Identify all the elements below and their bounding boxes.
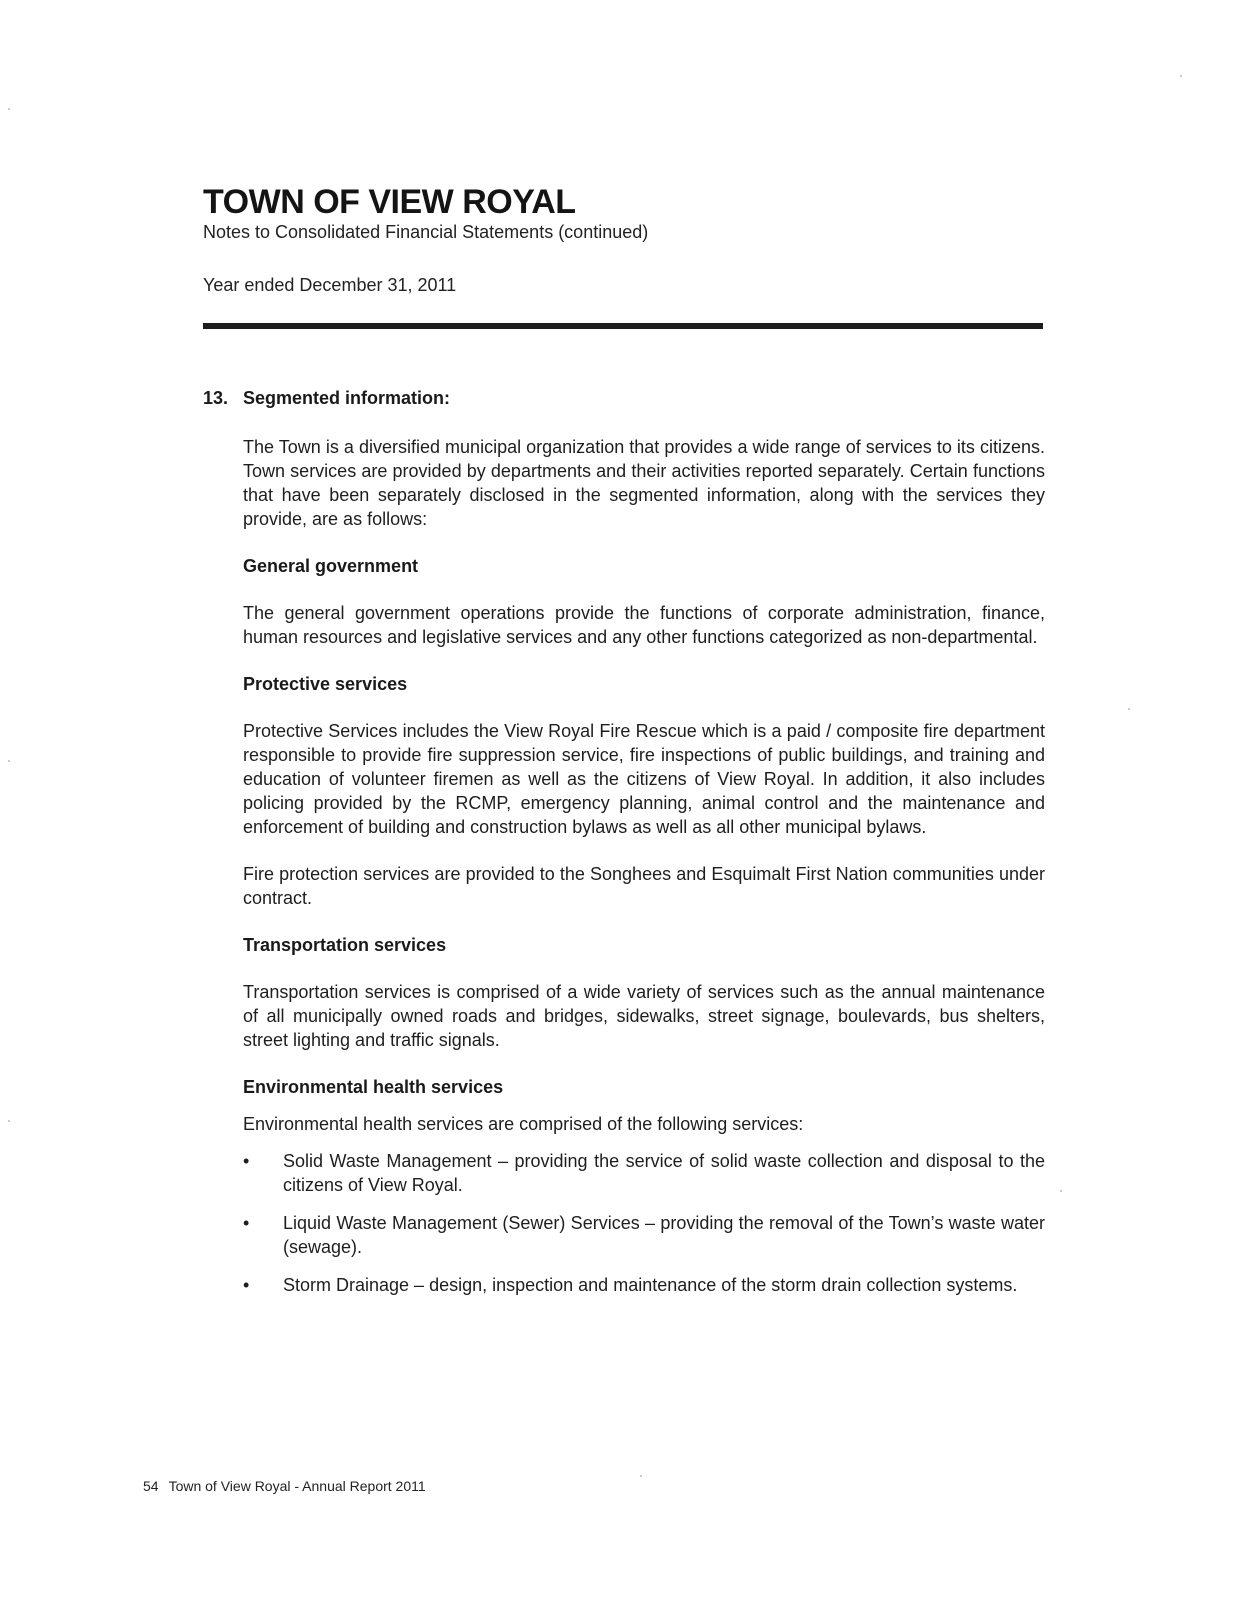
list-item-text: Storm Drainage – design, inspection and maintenance of the storm drain collection systems. bbox=[283, 1275, 1018, 1295]
header-divider bbox=[203, 323, 1043, 329]
protective-services-heading: Protective services bbox=[243, 674, 408, 694]
transportation-services-heading: Transportation services bbox=[243, 935, 447, 955]
fiscal-period: Year ended December 31, 2011 bbox=[203, 275, 457, 295]
section-heading bbox=[203, 388, 450, 409]
general-government-heading: General government bbox=[243, 556, 419, 576]
transportation-services-body: Transportation services is comprised of a wide variety of services such as the annual maintenance of all municipally owned roads and bridges, sidewalks, street signage, boulevards, bus shelters, street lighting and traffic signals. bbox=[243, 982, 1045, 1050]
section-content bbox=[243, 435, 1045, 1311]
protective-services-body: Protective Services includes the View Royal Fire Rescue which is a paid / composite fire department responsible to provide fire suppression service, fire inspections of public buildings, and training and education of volunteer firemen as well as the citizens of View Royal. In addition, it also includes policing provided by the RCMP, emergency planning, animal control and the maintenance and enforcement of building and construction bylaws as well as all other municipal bylaws. bbox=[243, 721, 1045, 837]
list-item bbox=[243, 1149, 1045, 1197]
document-title: TOWN OF VIEW ROYAL bbox=[203, 183, 576, 221]
section-intro: The Town is a diversified municipal organization that provides a wide range of services to its citizens. Town services are provided by departments and their activities reported separately. Certain functions that have been separately disclosed in the segmented information, along with the services they provide, are as follows: bbox=[243, 437, 1045, 529]
list-item bbox=[243, 1273, 1045, 1297]
document-subtitle: Notes to Consolidated Financial Statements (continued) bbox=[203, 222, 649, 242]
page-number: 54 bbox=[143, 1478, 159, 1494]
bullet-icon: • bbox=[243, 1213, 250, 1233]
list-item-text: Liquid Waste Management (Sewer) Services – providing the removal of the Town’s waste water (sewage). bbox=[283, 1213, 1045, 1257]
list-item bbox=[243, 1211, 1045, 1259]
bullet-icon: • bbox=[243, 1151, 250, 1171]
fire-protection-body: Fire protection services are provided to the Songhees and Esquimalt First Nation communities under contract. bbox=[243, 864, 1045, 908]
general-government-body: The general government operations provide the functions of corporate administration, finance, human resources and legislative services and any other functions categorized as non-departmental. bbox=[243, 603, 1045, 647]
list-item-text: Solid Waste Management – providing the service of solid waste collection and disposal to the citizens of View Royal. bbox=[283, 1151, 1045, 1195]
footer-text: Town of View Royal - Annual Report 2011 bbox=[168, 1478, 426, 1494]
section-number: 13. bbox=[203, 388, 229, 408]
section-title: Segmented information: bbox=[243, 388, 451, 408]
environmental-health-intro: Environmental health services are comprised of the following services: bbox=[243, 1114, 804, 1134]
environmental-health-heading: Environmental health services bbox=[243, 1077, 504, 1097]
bullet-icon: • bbox=[243, 1275, 250, 1295]
environmental-services-list bbox=[243, 1149, 1045, 1297]
page-footer bbox=[143, 1478, 426, 1494]
